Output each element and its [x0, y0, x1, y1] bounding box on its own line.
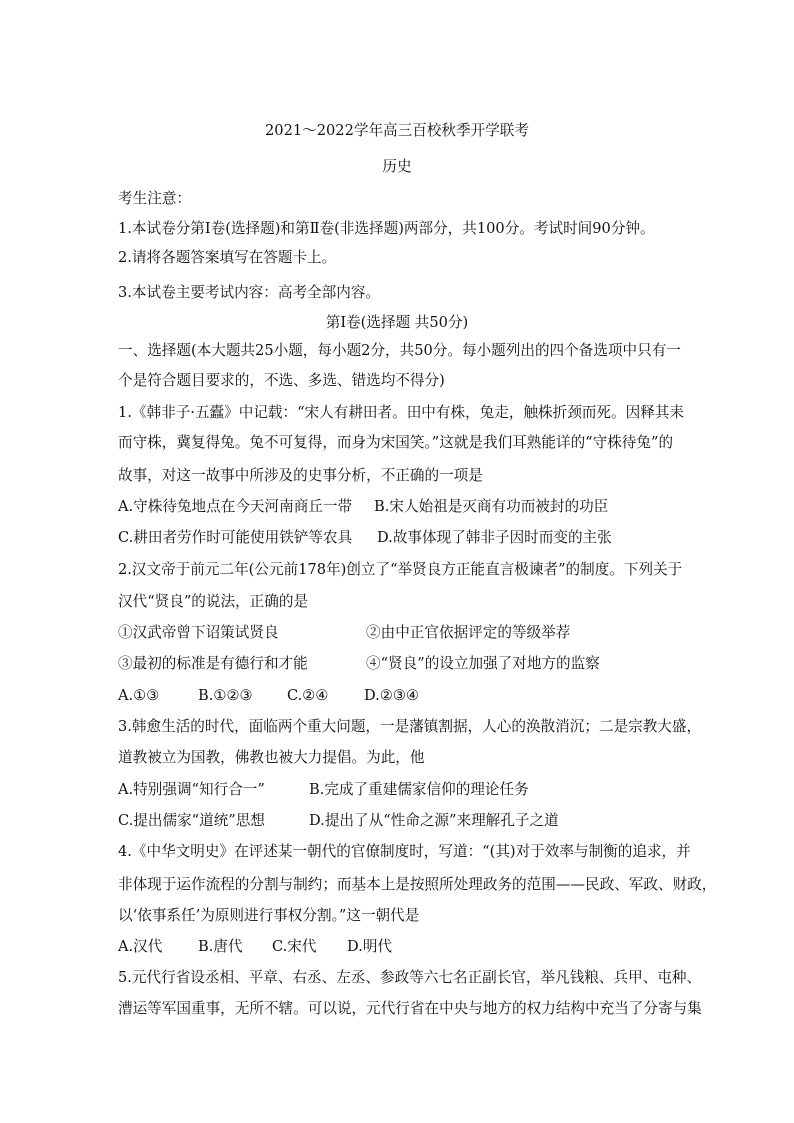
answer-option: D.故事体现了韩非子因时而变的主张	[377, 529, 612, 546]
question-stem: 1.《韩非子·五蠹》中记载：“宋人有耕田者。田中有株，兔走，触株折颈而死。因释其耒	[118, 404, 684, 421]
answer-option: A.①③	[118, 687, 160, 704]
question-stem: 故事，对这一故事中所涉及的史事分析，不正确的一项是	[118, 467, 483, 484]
answer-option: C.耕田者劳作时可能使用铁铲等农具	[118, 529, 353, 546]
statement-item: ①汉武帝曾下诏策试贤良	[118, 624, 279, 641]
answer-option: B.①②③	[198, 687, 253, 704]
answer-options-row	[118, 686, 419, 706]
notice-heading: 考生注意：	[118, 190, 191, 207]
exam-title: 2021～2022学年高三百校秋季开学联考	[265, 122, 529, 139]
section-instruction: 一、选择题(本大题共25小题，每小题2分，共50分。每小题列出的四个备选项中只有一	[118, 342, 681, 359]
statement-item: ③最初的标准是有德行和才能	[118, 655, 308, 672]
section-title: 第Ⅰ卷(选择题 共50分)	[325, 314, 469, 331]
question-stem: 2.汉文帝于前元二年(公元前178年)创立了“举贤良方正能直言极谏者”的制度。下列关于	[118, 561, 683, 578]
question-stem: 以‘依事系任’为原则进行事权分割。”这一朝代是	[118, 907, 420, 924]
answer-option: D.提出了从“性命之源”来理解孔子之道	[309, 812, 559, 829]
notice-item: 1.本试卷分第Ⅰ卷(选择题)和第Ⅱ卷(非选择题)两部分，共100分。考试时间90分钟。	[118, 220, 655, 237]
answer-options-row	[118, 937, 392, 957]
question-stem: 汉代“贤良”的说法，正确的是	[118, 593, 309, 610]
statement-item: ④“贤良”的设立加强了对地方的监察	[366, 655, 600, 672]
answer-option: D.②③④	[364, 687, 420, 704]
question-stem: 4.《中华文明史》在评述某一朝代的官僚制度时，写道：“(其)对于效率与制衡的追求，并	[118, 843, 691, 860]
question-stem: 非体现于运作流程的分割与制约；而基本上是按照所处理政务的范围——民政、军政、财政，	[118, 876, 717, 893]
question-stem: 道教被立为国教，佛教也被大力提倡。为此，他	[118, 749, 425, 766]
answer-option: A.汉代	[118, 938, 163, 955]
answer-option: C.宋代	[272, 938, 317, 955]
notice-item: 2.请将各题答案填写在答题卡上。	[118, 249, 337, 266]
answer-option: D.明代	[347, 938, 393, 955]
answer-option: A.守株待兔地点在今天河南商丘一带	[118, 498, 353, 515]
answer-option: B.宋人始祖是灭商有功而被封的功臣	[374, 498, 609, 515]
question-stem: 而守株，冀复得兔。兔不可复得，而身为宋国笑。”这就是我们耳熟能详的“守株待兔”的	[118, 434, 674, 451]
answer-option: B.完成了重建儒家信仰的理论任务	[309, 781, 529, 798]
answer-option: B.唐代	[198, 938, 243, 955]
subject-title: 历史	[382, 158, 412, 175]
question-stem: 5.元代行省设丞相、平章、右丞、左丞、参政等六七名正副长官，举凡钱粮、兵甲、屯种、	[118, 969, 702, 986]
answer-option: C.提出儒家“道统”思想	[118, 812, 265, 829]
section-instruction: 个是符合题目要求的，不选、多选、错选均不得分)	[118, 372, 445, 389]
notice-item: 3.本试卷主要考试内容：高考全部内容。	[118, 284, 381, 301]
question-stem: 漕运等军国重事，无所不辖。可以说，元代行省在中央与地方的权力结构中充当了分寄与集	[118, 1000, 702, 1017]
question-stem: 3.韩愈生活的时代，面临两个重大问题，一是藩镇割据，人心的涣散消沉；二是宗教大盛，	[118, 718, 702, 735]
answer-option: C.②④	[287, 687, 329, 704]
statement-item: ②由中正官依据评定的等级举荐	[366, 624, 571, 641]
answer-option: A.特别强调“知行合一”	[118, 781, 265, 798]
